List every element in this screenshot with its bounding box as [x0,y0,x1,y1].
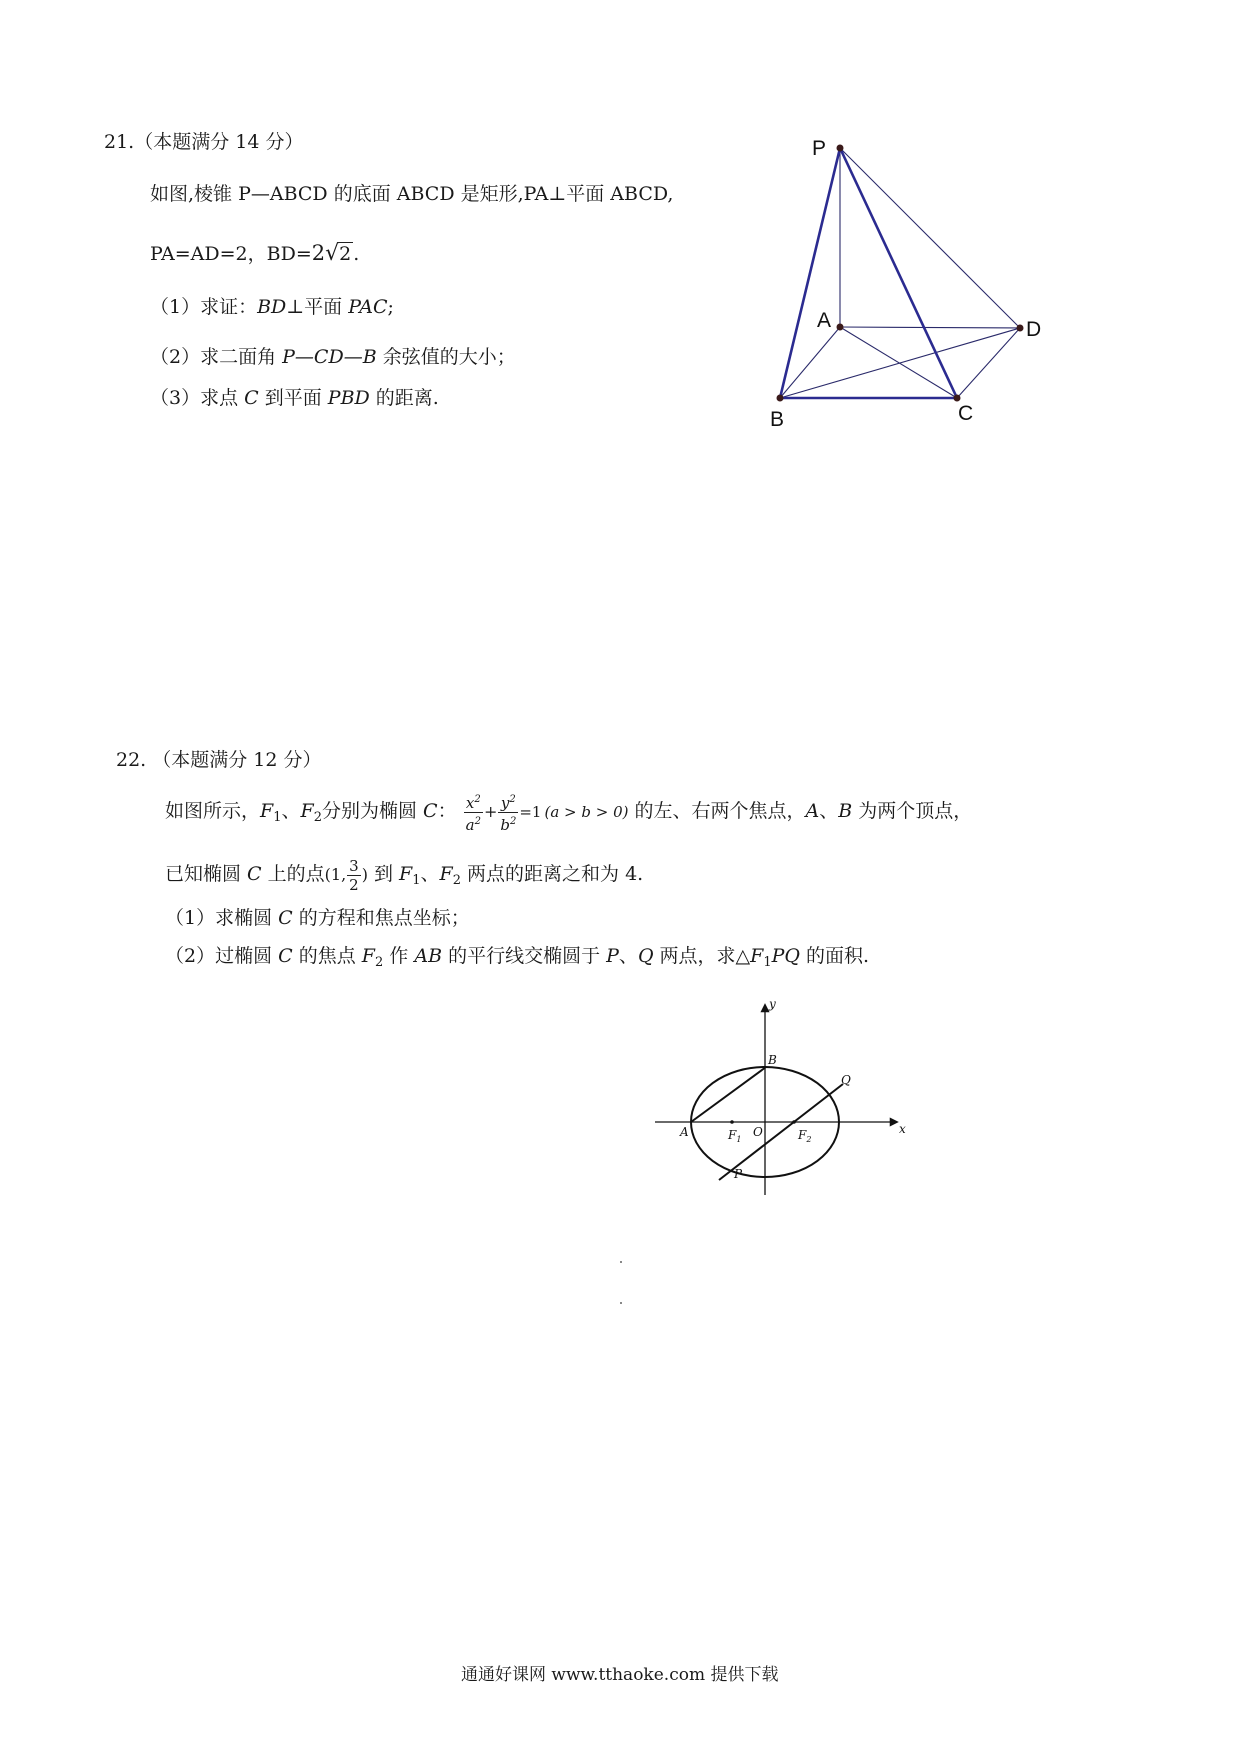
q22-line2-a: 已知椭圆 [165,863,248,885]
q22-line2-b: 上的点 [261,863,325,885]
x-num-exp: 2 [474,793,481,805]
q21-stem-line2-prefix: PA=AD=2，BD= [150,243,312,265]
point-f2 [792,1120,796,1124]
pt-open: (1, [324,865,347,884]
label-o: O [753,1125,763,1139]
y-num: y [500,793,510,812]
line-pq [719,1084,843,1180]
y-den-exp: 2 [509,815,517,827]
q22-c-3: C [278,907,293,929]
q21-part3 [150,386,439,410]
scan-speck [620,1261,622,1263]
x-den: a [465,815,475,834]
q22-f1-3: F [750,945,764,967]
label-b: B [770,408,785,431]
pt-den: 2 [349,875,359,894]
edge-pc [840,148,957,398]
x-num: x [465,793,475,812]
q21-bd-coefficient: 2 [311,241,326,265]
eq-rhs: =1 [519,803,542,821]
q22-b: B [838,800,853,822]
q22-f2: F [300,800,314,822]
scan-speck [620,1302,622,1304]
q22-part1-b: 的方程和焦点坐标； [292,907,470,929]
label-f1 [727,1128,741,1144]
q22-part2-c: 作 [383,945,415,967]
q22-line2-d: 两点的距离之和为 4. [461,863,644,885]
diag-bd [780,328,1020,398]
y-num-exp: 2 [509,793,516,805]
q21-stem-line2 [150,241,359,266]
q22-c-2: C [247,863,262,885]
q22-f2-sub-2: 2 [452,873,461,888]
q22-f2-sub-3: 2 [374,955,384,970]
vertex-b [777,395,784,402]
q22-part1 [165,906,470,930]
q22-f2-2: F [439,863,453,885]
x-den-exp: 2 [474,815,481,827]
q22-stem-line2 [165,848,643,900]
line-ab [691,1067,766,1122]
page-footer: 通通好课网 www.tthaoke.com 提供下载 [461,1665,779,1685]
q21-pyramid-figure [760,130,1060,440]
ellipse-y-fraction [498,791,518,834]
q22-sep: 、 [281,800,301,822]
label-y: y [769,1000,776,1011]
label-a: A [680,1125,689,1139]
q22-f1-sub-3: 1 [763,955,772,970]
edge-pd [840,148,1020,328]
label-a: A [817,309,832,332]
q22-c: C [423,800,438,822]
q21-part3-suffix: 的距离. [369,387,439,409]
label-p: P [812,137,827,160]
q21-part1-end: ; [387,296,394,318]
q22-stem-d: 为两个顶点， [852,800,973,822]
sqrt-symbol: √ [325,241,340,266]
q22-part1-a: （1）求椭圆 [165,907,279,929]
q22-sep-2: 、 [819,800,839,822]
q22-colon: ： [437,800,457,822]
vertex-a [837,324,844,331]
label-x: x [899,1122,906,1136]
q22-header: 22. （本题满分 12 分） [116,749,322,771]
q21-header: 21.（本题满分 14 分） [104,131,304,153]
label-f1-sub: 1 [736,1135,742,1144]
q22-part2-d: 的平行线交椭圆于 [442,945,607,967]
q22-part2-p: P [606,945,619,967]
q22-part2-e: 两点，求△ [653,945,751,967]
q21-stem-line1: 如图,棱锥 P—ABCD 的底面 ABCD 是矩形,PA⊥平面 ABCD, [150,183,674,205]
q22-stem-c: 的左、右两个焦点， [634,800,806,822]
edge-pb [780,148,840,398]
q22-f1: F [260,800,274,822]
q21-part1-prefix: （1）求证： [150,296,258,318]
q22-stem-b: 分别为椭圆 [321,800,424,822]
ellipse-x-fraction [464,791,483,834]
q22-f2-sub: 2 [313,810,322,825]
q22-a: A [805,800,820,822]
label-q: Q [841,1073,851,1087]
edge-cd [957,328,1020,398]
q21-part1 [150,295,394,319]
edge-ad [840,327,1020,328]
q21-part3-mid: 到平面 [258,387,328,409]
q22-f1-sub: 1 [273,810,282,825]
q21-part3-plane: PBD [327,387,370,409]
q21-part1-math: BD⊥ [257,296,305,318]
label-p: P [734,1167,743,1181]
q21-part1-plane: PAC [348,296,388,318]
y-den: b [500,815,510,834]
q21-part3-prefix: （3）求点 [150,387,245,409]
q22-sep-3: 、 [420,863,440,885]
q22-ellipse-figure [645,1000,915,1210]
q22-part2-q: Q [637,945,654,967]
pt-num: 3 [349,856,359,875]
pt-close: ) [361,865,368,884]
q22-f1-2: F [399,863,413,885]
q22-stem-a: 如图所示， [165,800,261,822]
label-f2-sub: 2 [806,1135,812,1144]
q21-bd-radicand: 2 [339,243,352,265]
label-f2 [797,1128,811,1144]
q21-part2-math: P—CD—B [282,346,377,368]
q22-f1-sub-2: 1 [412,873,421,888]
q21-part3-point: C [244,387,259,409]
q22-c-4: C [278,945,293,967]
label-b: B [768,1053,777,1067]
q22-part2-f: 的面积. [800,945,870,967]
q22-line2-c: 到 [367,863,400,885]
point-f1 [730,1120,734,1124]
point-fraction [347,857,361,894]
eq-cond: (a > b > 0) [544,803,629,821]
q22-sep-4: 、 [618,945,638,967]
q21-part2-suffix: 余弦值的大小； [376,346,516,368]
q22-f2-3: F [361,945,375,967]
q22-stem-line1 [165,785,972,837]
label-f2-letter: F [798,1128,807,1142]
q21-part1-mid: 平面 [304,296,349,318]
q22-part2 [165,944,869,975]
label-d: D [1026,318,1042,341]
label-c: C [958,402,974,425]
q21-part2 [150,345,516,369]
vertex-d [1017,325,1024,332]
q21-stem-line2-suffix: . [353,243,360,265]
vertex-p [837,145,844,152]
q22-part2-ab: AB [414,945,443,967]
q22-part2-pq: PQ [771,945,801,967]
q22-part2-a: （2）过椭圆 [165,945,279,967]
label-f1-letter: F [728,1128,737,1142]
vertex-c [954,395,961,402]
q21-part2-prefix: （2）求二面角 [150,346,283,368]
plus-sign: + [483,802,498,821]
q22-part2-b: 的焦点 [292,945,362,967]
